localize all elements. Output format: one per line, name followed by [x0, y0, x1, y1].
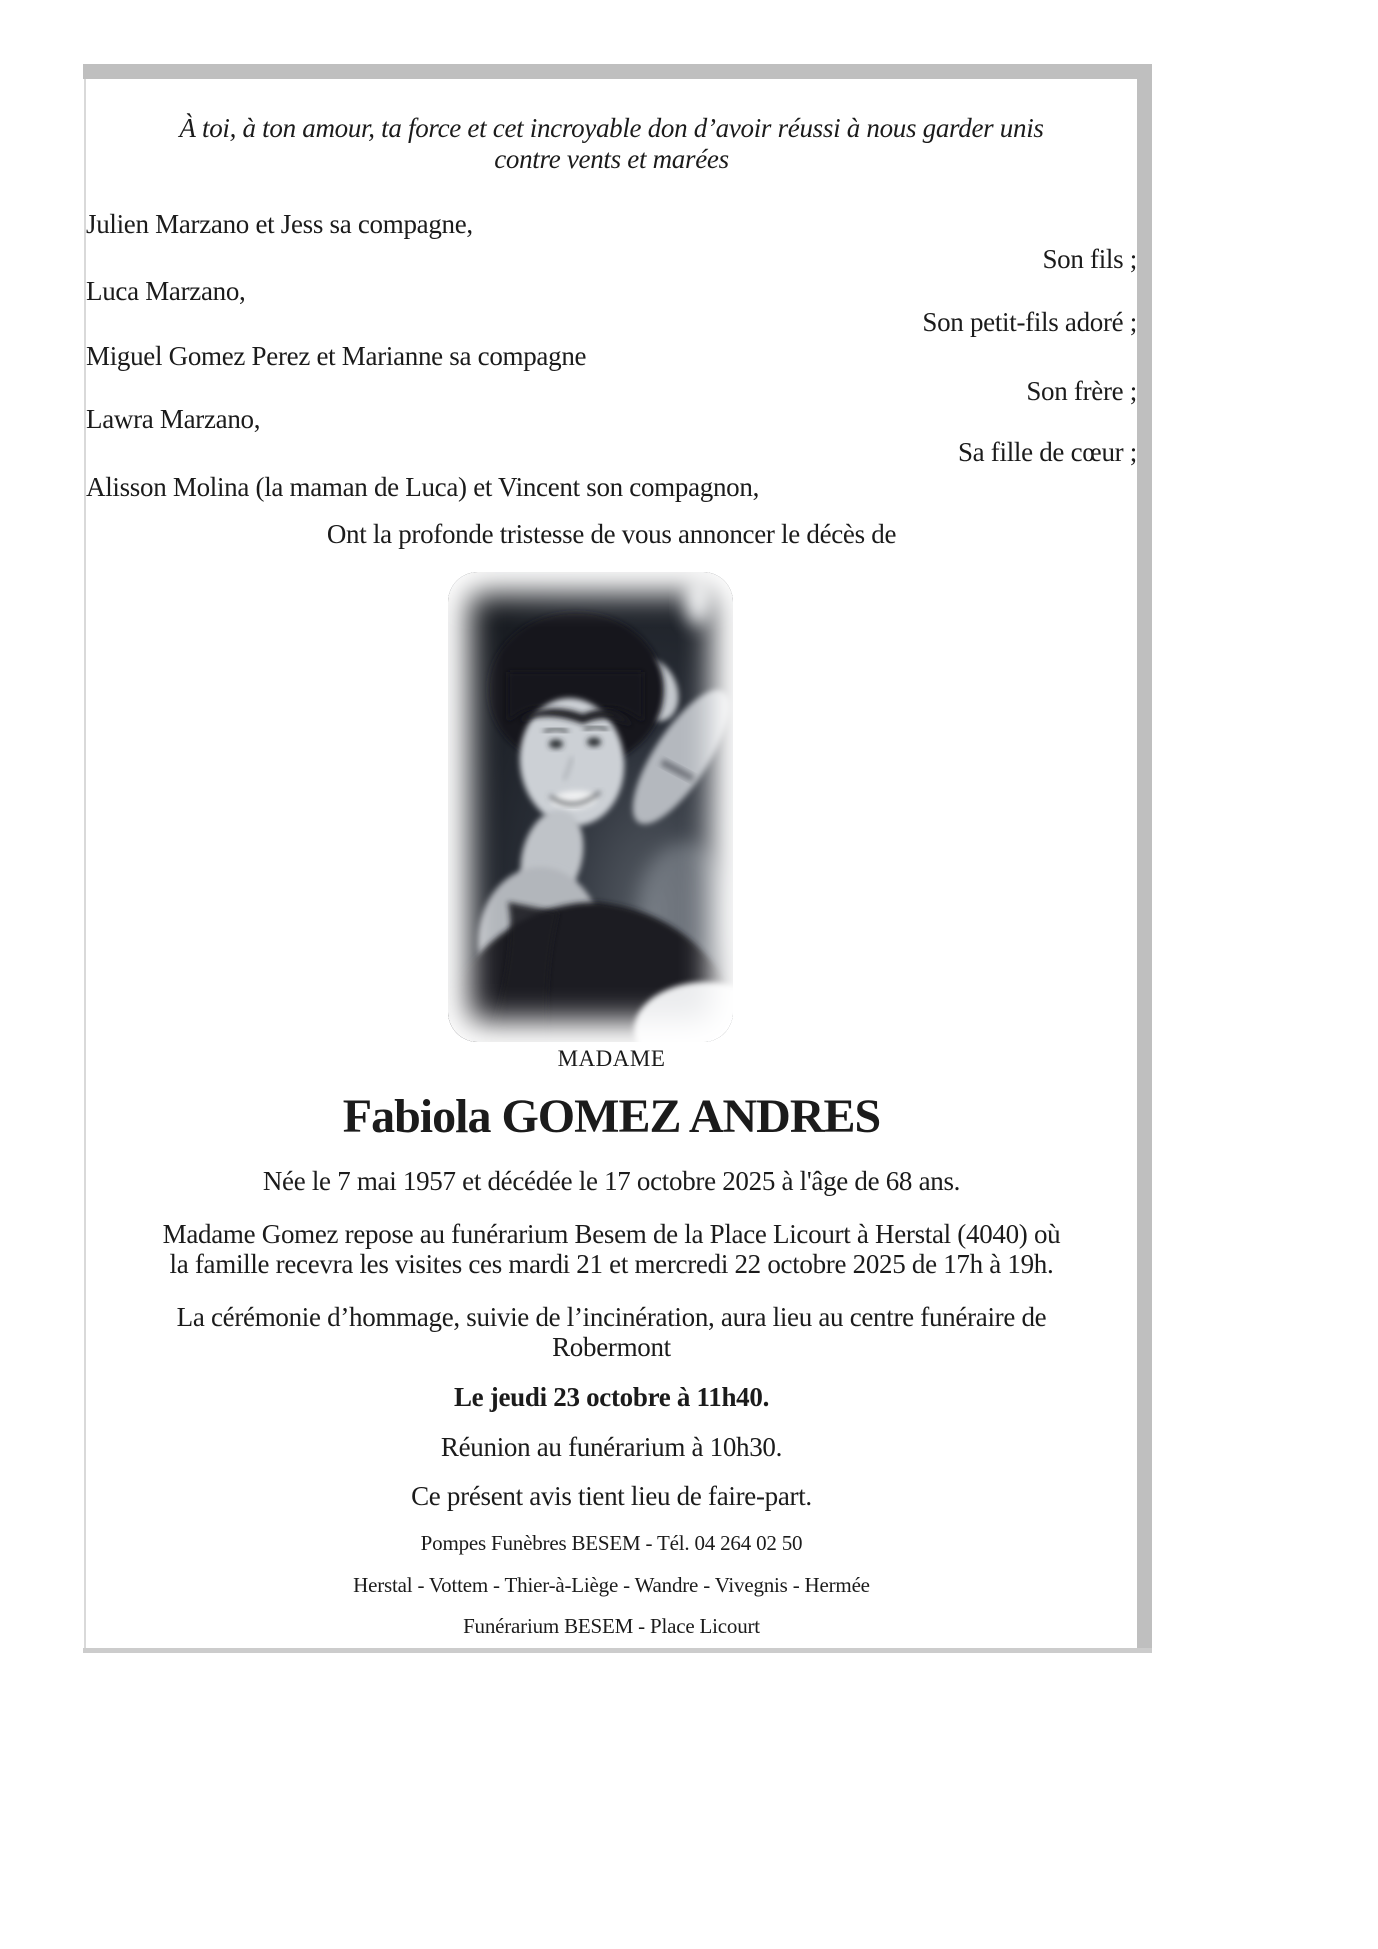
- repose-line2: la famille recevra les visites ces mardi 21 et mercredi 22 octobre 2025 de 17h à 19h.: [169, 1249, 1054, 1279]
- notice-line: Ce présent avis tient lieu de faire-part.: [411, 1481, 812, 1511]
- ceremony-date: Le jeudi 23 octobre à 11h40.: [453, 1382, 770, 1412]
- family-name-1: Julien Marzano et Jess sa compagne,: [86, 209, 473, 239]
- family-name-3: Miguel Gomez Perez et Marianne sa compagne: [86, 341, 587, 371]
- family-name-2: Luca Marzano,: [86, 276, 246, 306]
- repose-line1: Madame Gomez repose au funérarium Besem de la Place Licourt à Herstal (4040) où: [162, 1219, 1061, 1249]
- footer-funerarium: Funérarium BESEM - Place Licourt: [463, 1614, 760, 1638]
- family-relation-1: Son fils ;: [1042, 244, 1137, 274]
- family-relation-2: Son petit-fils adoré ;: [922, 307, 1137, 337]
- portrait-illustration: [448, 572, 733, 1042]
- page-bottom-edge: [83, 1648, 1152, 1653]
- deceased-title: MADAME: [557, 1046, 666, 1071]
- page-right-shadow: [1137, 64, 1152, 1652]
- deceased-dates: Née le 7 mai 1957 et décédée le 17 octobre 2025 à l'âge de 68 ans.: [262, 1166, 961, 1196]
- deceased-name: Fabiola GOMEZ ANDRES: [342, 1090, 881, 1143]
- footer-locations: Herstal - Vottem - Thier-à-Liège - Wandre - Vivegnis - Hermée: [353, 1573, 870, 1597]
- ceremony-line1: La cérémonie d’hommage, suivie de l’incinération, aura lieu au centre funéraire de: [176, 1302, 1047, 1332]
- memorial-quote-line1: À toi, à ton amour, ta force et cet incroyable don d’avoir réussi à nous garder unis: [179, 113, 1044, 143]
- memorial-quote-line2: contre vents et marées: [494, 144, 729, 174]
- ceremony-line2: Robermont: [552, 1332, 671, 1362]
- page-top-shadow: [83, 64, 1152, 79]
- meeting-line: Réunion au funérarium à 10h30.: [440, 1432, 783, 1462]
- announcement-line: Ont la profonde tristesse de vous annoncer le décès de: [326, 519, 897, 549]
- family-name-4: Lawra Marzano,: [86, 404, 261, 434]
- footer-funeral-home: Pompes Funèbres BESEM - Tél. 04 264 02 50: [420, 1531, 803, 1555]
- portrait-photo: [448, 572, 733, 1042]
- family-name-5: Alisson Molina (la maman de Luca) et Vincent son compagnon,: [86, 472, 760, 502]
- family-relation-4: Sa fille de cœur ;: [957, 437, 1137, 467]
- family-relation-3: Son frère ;: [1026, 376, 1137, 406]
